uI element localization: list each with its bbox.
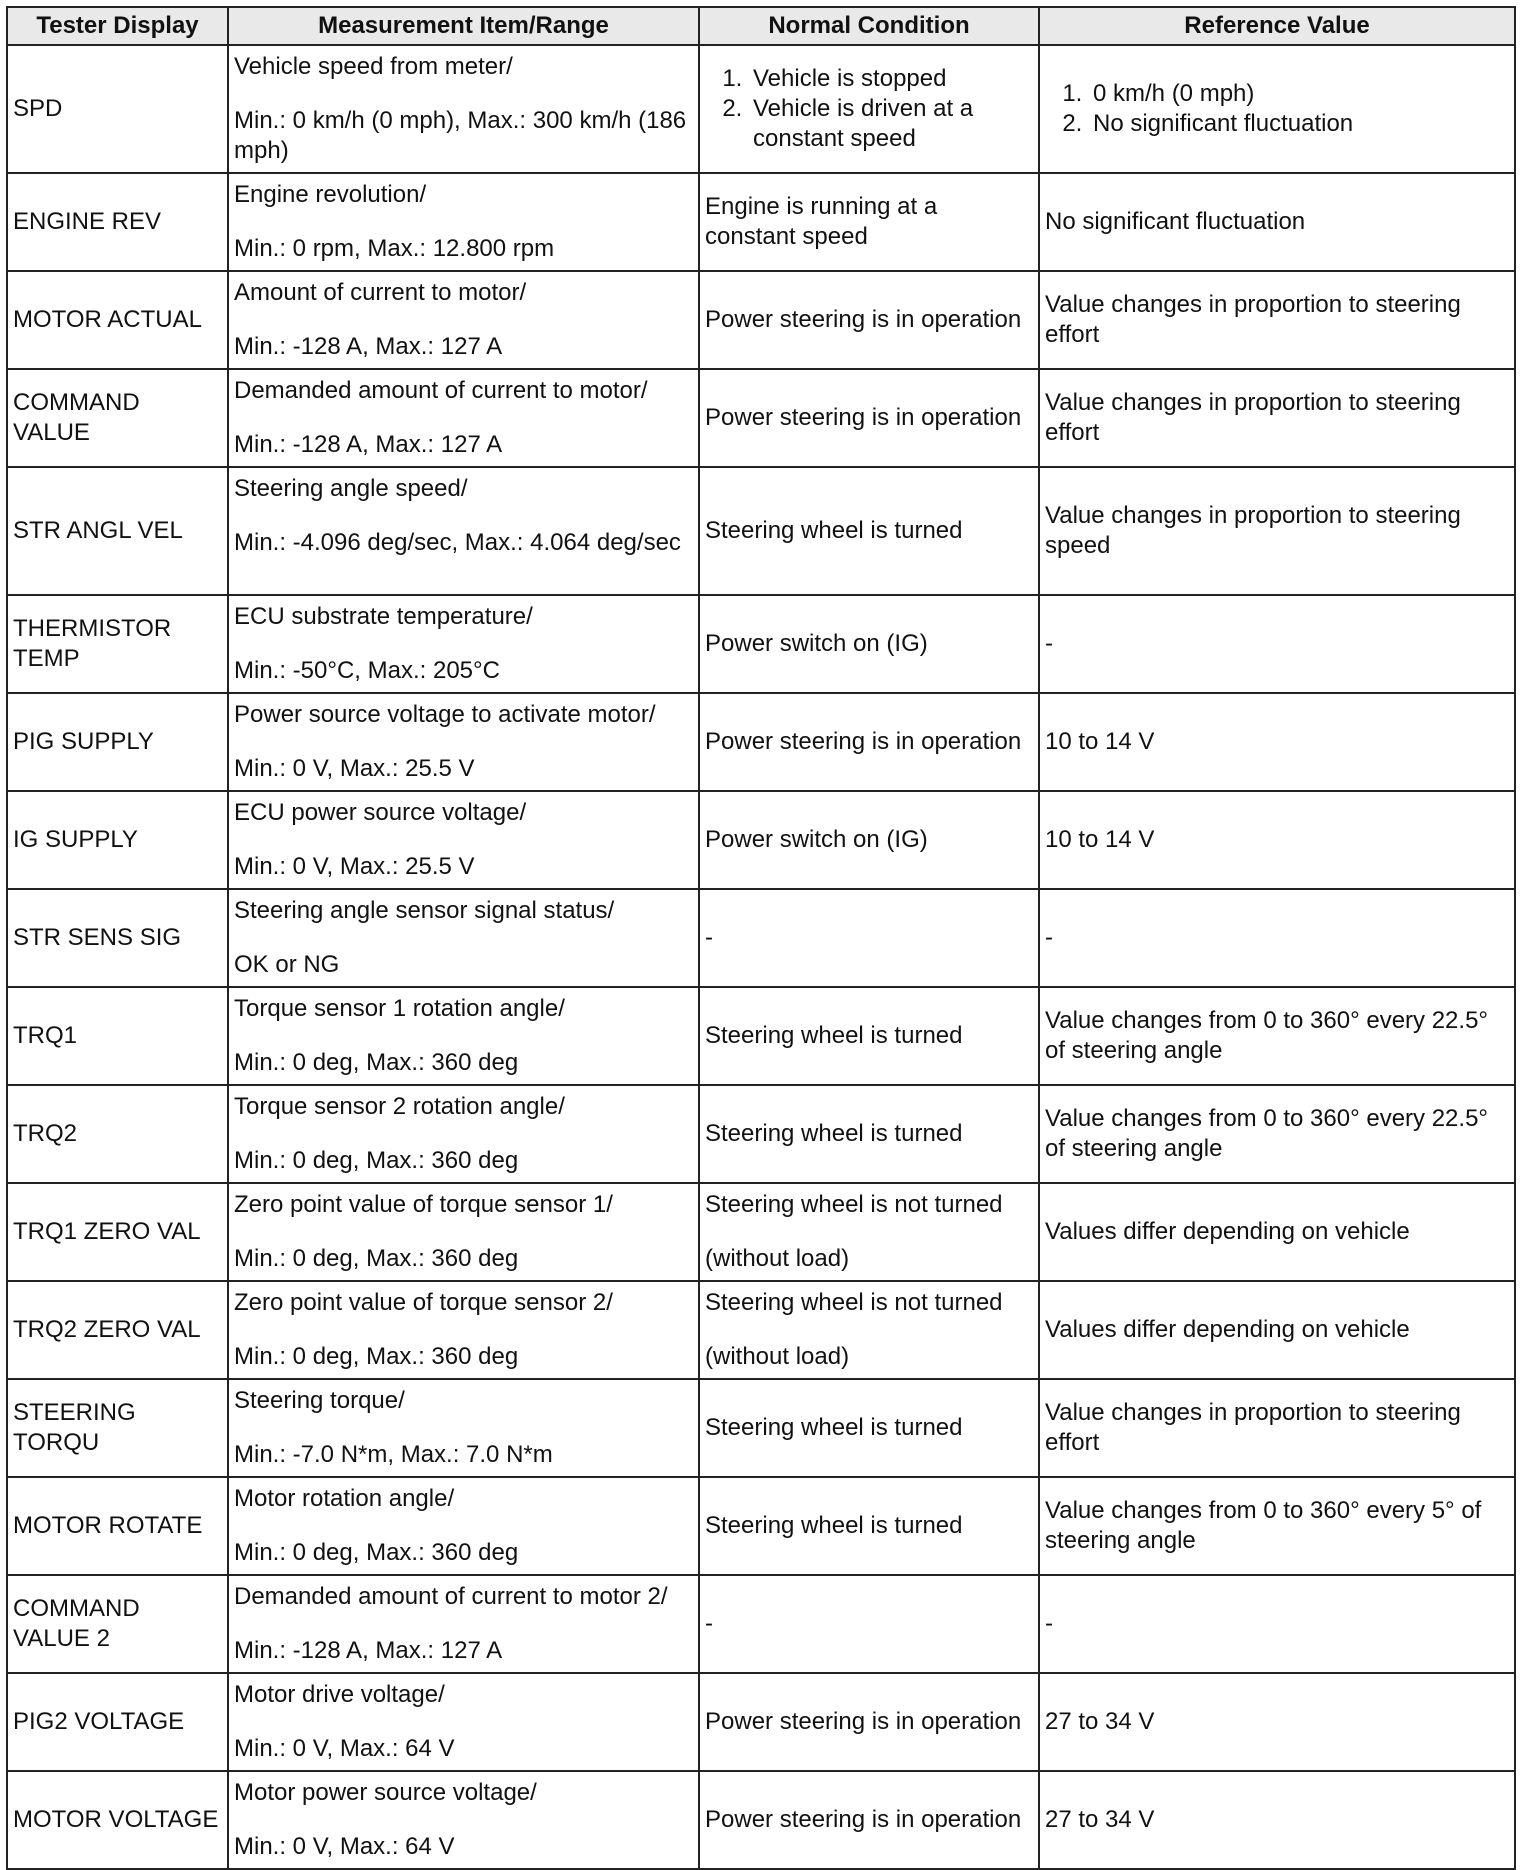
reference-value-cell: 27 to 34 V — [1039, 1771, 1515, 1869]
measurement-range: Min.: 0 deg, Max.: 360 deg — [234, 1343, 519, 1370]
measurement-item: ECU power source voltage/ — [234, 799, 527, 826]
tester-display-cell: PIG SUPPLY — [7, 693, 228, 791]
tester-display-cell: MOTOR ACTUAL — [7, 271, 228, 369]
normal-condition-cell: Steering wheel is turned — [699, 987, 1039, 1085]
normal-condition-cell: Power steering is in operation — [699, 369, 1039, 467]
header-reference-value: Reference Value — [1039, 7, 1515, 45]
normal-condition-cell: Power steering is in operation — [699, 271, 1039, 369]
reference-value-cell: Value changes in proportion to steering effort — [1039, 369, 1515, 467]
tester-display-cell: COMMAND VALUE — [7, 369, 228, 467]
measurement-item: Zero point value of torque sensor 2/ — [234, 1289, 613, 1316]
table-row — [7, 1183, 1515, 1281]
normal-condition-cell: Power steering is in operation — [699, 1673, 1039, 1771]
measurement-cell — [228, 369, 699, 467]
measurement-item: Amount of current to motor/ — [234, 279, 527, 306]
measurement-item: Power source voltage to activate motor/ — [234, 701, 656, 728]
reference-value-cell: No significant fluctuation — [1039, 173, 1515, 271]
table-row — [7, 1673, 1515, 1771]
normal-condition-cell — [699, 1183, 1039, 1281]
table-row — [7, 791, 1515, 889]
table-row — [7, 595, 1515, 693]
normal-condition-cell: - — [699, 889, 1039, 987]
measurement-cell — [228, 1281, 699, 1379]
measurement-item: Demanded amount of current to motor/ — [234, 377, 648, 404]
measurement-range: Min.: -4.096 deg/sec, Max.: 4.064 deg/sec — [234, 529, 681, 556]
measurement-item: Engine revolution/ — [234, 181, 427, 208]
measurement-range: Min.: -128 A, Max.: 127 A — [234, 333, 503, 360]
tester-display-cell: TRQ1 ZERO VAL — [7, 1183, 228, 1281]
measurement-range: Min.: 0 V, Max.: 64 V — [234, 1735, 455, 1762]
measurement-range: Min.: 0 rpm, Max.: 12.800 rpm — [234, 235, 555, 262]
measurement-item: Demanded amount of current to motor 2/ — [234, 1583, 668, 1610]
measurement-cell — [228, 693, 699, 791]
tester-display-cell: IG SUPPLY — [7, 791, 228, 889]
measurement-cell — [228, 45, 699, 173]
measurement-cell — [228, 791, 699, 889]
header-tester-display: Tester Display — [7, 7, 228, 45]
measurement-range: Min.: 0 V, Max.: 25.5 V — [234, 853, 475, 880]
table-row — [7, 1771, 1515, 1869]
normal-condition-cell: Engine is running at a constant speed — [699, 173, 1039, 271]
tester-display-cell: THERMISTOR TEMP — [7, 595, 228, 693]
reference-value-cell: Value changes from 0 to 360° every 22.5° of steering angle — [1039, 1085, 1515, 1183]
tester-display-cell: STR ANGL VEL — [7, 467, 228, 595]
reference-list-item: 1. 0 km/h (0 mph) — [1089, 79, 1506, 109]
measurement-item: Torque sensor 1 rotation angle/ — [234, 995, 565, 1022]
measurement-item: Zero point value of torque sensor 1/ — [234, 1191, 613, 1218]
measurement-range: Min.: 0 deg, Max.: 360 deg — [234, 1539, 519, 1566]
reference-value-cell: Value changes from 0 to 360° every 5° of steering angle — [1039, 1477, 1515, 1575]
condition-text: Steering wheel is not turned — [705, 1289, 1003, 1316]
reference-value-cell: Value changes in proportion to steering effort — [1039, 271, 1515, 369]
normal-condition-cell: Power switch on (IG) — [699, 595, 1039, 693]
measurement-item: Motor drive voltage/ — [234, 1681, 445, 1708]
measurement-cell — [228, 1085, 699, 1183]
measurement-range: Min.: -128 A, Max.: 127 A — [234, 1637, 503, 1664]
reference-value-cell: 27 to 34 V — [1039, 1673, 1515, 1771]
reference-value-cell: Value changes from 0 to 360° every 22.5° of steering angle — [1039, 987, 1515, 1085]
table-row — [7, 45, 1515, 173]
reference-value-cell: Value changes in proportion to steering effort — [1039, 1379, 1515, 1477]
tester-display-cell: TRQ1 — [7, 987, 228, 1085]
measurement-item: Vehicle speed from meter/ — [234, 53, 513, 80]
reference-value-cell: - — [1039, 1575, 1515, 1673]
condition-note: (without load) — [705, 1343, 850, 1370]
table-row — [7, 1575, 1515, 1673]
measurement-range: Min.: 0 deg, Max.: 360 deg — [234, 1147, 519, 1174]
measurement-range: OK or NG — [234, 951, 340, 978]
table-row — [7, 889, 1515, 987]
measurement-range: Min.: -7.0 N*m, Max.: 7.0 N*m — [234, 1441, 553, 1468]
measurement-cell — [228, 271, 699, 369]
condition-text: Steering wheel is not turned — [705, 1191, 1003, 1218]
tester-display-cell: COMMAND VALUE 2 — [7, 1575, 228, 1673]
tester-display-cell: PIG2 VOLTAGE — [7, 1673, 228, 1771]
tester-display-cell: MOTOR ROTATE — [7, 1477, 228, 1575]
table-row — [7, 1281, 1515, 1379]
normal-condition-cell: Power steering is in operation — [699, 693, 1039, 791]
table-row — [7, 1477, 1515, 1575]
reference-value-cell: 10 to 14 V — [1039, 791, 1515, 889]
table-row — [7, 173, 1515, 271]
header-row — [7, 7, 1515, 45]
measurement-cell — [228, 173, 699, 271]
table-row — [7, 987, 1515, 1085]
tester-display-cell: ENGINE REV — [7, 173, 228, 271]
measurement-range: Min.: 0 deg, Max.: 360 deg — [234, 1049, 519, 1076]
measurement-cell — [228, 1379, 699, 1477]
measurement-cell — [228, 889, 699, 987]
reference-value-cell: 10 to 14 V — [1039, 693, 1515, 791]
data-list-table-container — [6, 6, 1514, 1870]
measurement-item: Motor rotation angle/ — [234, 1485, 455, 1512]
measurement-item: Torque sensor 2 rotation angle/ — [234, 1093, 565, 1120]
table-row — [7, 693, 1515, 791]
reference-value-cell: Values differ depending on vehicle — [1039, 1183, 1515, 1281]
table-row — [7, 467, 1515, 595]
normal-condition-cell: Power steering is in operation — [699, 1771, 1039, 1869]
condition-list — [705, 64, 1030, 154]
normal-condition-cell: Steering wheel is turned — [699, 467, 1039, 595]
tester-display-cell: STEERING TORQU — [7, 1379, 228, 1477]
measurement-cell — [228, 1673, 699, 1771]
measurement-cell — [228, 987, 699, 1085]
table-row — [7, 1379, 1515, 1477]
tester-display-cell: MOTOR VOLTAGE — [7, 1771, 228, 1869]
measurement-item: Steering angle sensor signal status/ — [234, 897, 615, 924]
measurement-range: Min.: 0 km/h (0 mph), Max.: 300 km/h (186 mph) — [234, 107, 687, 164]
measurement-item: ECU substrate temperature/ — [234, 603, 533, 630]
table-body — [7, 45, 1515, 1869]
measurement-item: Steering angle speed/ — [234, 475, 468, 502]
reference-value-cell: Values differ depending on vehicle — [1039, 1281, 1515, 1379]
normal-condition-cell: Steering wheel is turned — [699, 1379, 1039, 1477]
measurement-cell — [228, 1183, 699, 1281]
normal-condition-cell: - — [699, 1575, 1039, 1673]
tester-display-cell: STR SENS SIG — [7, 889, 228, 987]
measurement-range: Min.: -128 A, Max.: 127 A — [234, 431, 503, 458]
normal-condition-cell: Power switch on (IG) — [699, 791, 1039, 889]
normal-condition-cell — [699, 1281, 1039, 1379]
normal-condition-cell — [699, 45, 1039, 173]
tester-display-cell: TRQ2 ZERO VAL — [7, 1281, 228, 1379]
measurement-range: Min.: 0 V, Max.: 25.5 V — [234, 755, 475, 782]
measurement-range: Min.: 0 deg, Max.: 360 deg — [234, 1245, 519, 1272]
measurement-range: Min.: 0 V, Max.: 64 V — [234, 1833, 455, 1860]
measurement-item: Steering torque/ — [234, 1387, 405, 1414]
header-normal-condition: Normal Condition — [699, 7, 1039, 45]
measurement-cell — [228, 1477, 699, 1575]
reference-value-cell: - — [1039, 595, 1515, 693]
reference-list — [1045, 79, 1506, 139]
reference-value-cell — [1039, 45, 1515, 173]
tester-display-cell: TRQ2 — [7, 1085, 228, 1183]
reference-value-cell: - — [1039, 889, 1515, 987]
condition-list-item: 2. Vehicle is driven at a constant speed — [749, 94, 1030, 154]
normal-condition-cell: Steering wheel is turned — [699, 1085, 1039, 1183]
table-row — [7, 271, 1515, 369]
condition-list-item: 1. Vehicle is stopped — [749, 64, 1030, 94]
reference-value-cell: Value changes in proportion to steering speed — [1039, 467, 1515, 595]
measurement-cell — [228, 1575, 699, 1673]
measurement-range: Min.: -50°C, Max.: 205°C — [234, 657, 500, 684]
measurement-cell — [228, 595, 699, 693]
data-list-table — [6, 6, 1516, 1870]
tester-display-cell: SPD — [7, 45, 228, 173]
measurement-item: Motor power source voltage/ — [234, 1779, 537, 1806]
condition-note: (without load) — [705, 1245, 850, 1272]
reference-list-item: 2. No significant fluctuation — [1089, 109, 1506, 139]
normal-condition-cell: Steering wheel is turned — [699, 1477, 1039, 1575]
table-row — [7, 1085, 1515, 1183]
table-row — [7, 369, 1515, 467]
measurement-cell — [228, 467, 699, 595]
measurement-cell — [228, 1771, 699, 1869]
header-measurement-item: Measurement Item/Range — [228, 7, 699, 45]
